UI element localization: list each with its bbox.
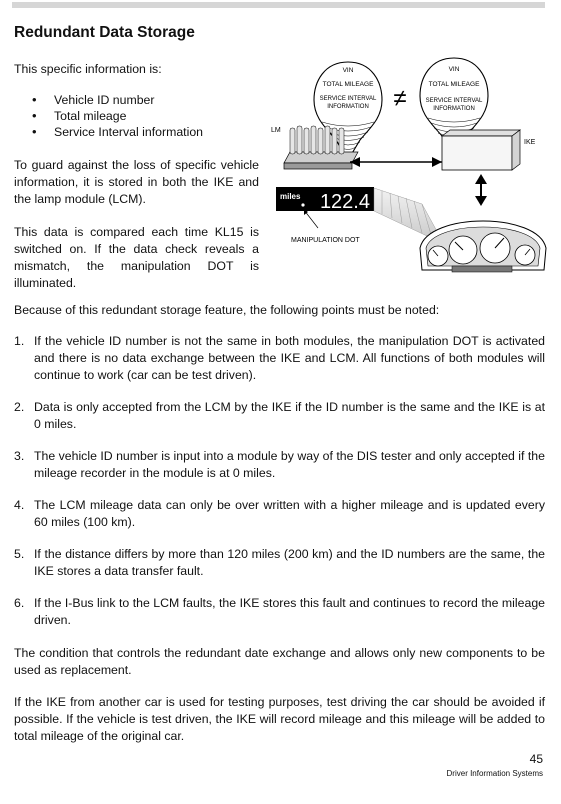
point-item (14, 448, 545, 482)
odometer-unit: miles (280, 192, 301, 201)
lcm-total-mileage-label: TOTAL MILEAGE (322, 81, 374, 88)
ike-testing-paragraph: If the IKE from another car is used for testing purposes, test driving the car should be avoided if possible. If the vehicle is test driven, the IKE will record mileage and this mileage will be added to total mileage of the original car. (14, 695, 545, 743)
point-text: Data is only accepted from the LCM by the IKE if the ID number is the same and the IKE is at 0 miles. (34, 400, 545, 431)
odometer-display (276, 187, 374, 213)
lcm-data-balloon (314, 62, 382, 160)
point-number: 6. (14, 596, 25, 610)
point-item (14, 333, 545, 384)
ike-total-mileage-label: TOTAL MILEAGE (428, 81, 480, 88)
link-arrow-right-icon (432, 157, 442, 167)
intro-text: This specific information is: (14, 62, 162, 76)
ike-label: IKE (524, 139, 536, 146)
arrow-down-icon (475, 196, 487, 206)
point-item (14, 399, 545, 433)
point-text: If the distance differs by more than 120 miles (200 km) and the ID numbers are the same, the IKE stores a data transfer fault. (34, 547, 545, 578)
manipulation-dot-label: MANIPULATION DOT (291, 237, 360, 244)
point-number: 5. (14, 547, 25, 561)
not-equal-icon: ≠ (393, 85, 407, 112)
point-number: 3. (14, 449, 25, 463)
ike-service-interval-label: SERVICE INTERVAL (425, 98, 483, 104)
info-bullet-list (26, 92, 203, 140)
bullet-item: • Total mileage (26, 108, 203, 124)
condition-paragraph: The condition that controls the redundant date exchange and allows only new components to be used as replacement. (14, 646, 545, 677)
page-number: 45 (529, 752, 543, 766)
point-text: The vehicle ID number is input into a module by way of the DIS tester and only accepted if the mileage recorder in the module is at 0 miles. (34, 449, 545, 480)
point-text: If the vehicle ID number is not the same in both modules, the manipulation DOT is activated and there is no data exchange between the IKE and LCM. All functions of both modules will continue to work (car can be test driven). (34, 334, 545, 382)
compare-paragraph: This data is compared each time KL15 is switched on. If the data check reveals a mismatch, the manipulation DOT is illuminated. (14, 225, 259, 290)
because-paragraph: Because of this redundant storage feature, the following points must be noted: (14, 303, 440, 317)
point-text: The LCM mileage data can only be over written with a higher mileage and is updated every 60 miles (100 km). (34, 498, 545, 529)
lcm-vin-label: VIN (342, 67, 354, 74)
point-item (14, 546, 545, 580)
lcm-information-label: INFORMATION (327, 104, 369, 110)
page-title: Redundant Data Storage (14, 24, 195, 41)
point-item (14, 497, 545, 531)
ike-information-label: INFORMATION (433, 106, 475, 112)
lcm-service-interval-label: SERVICE INTERVAL (319, 96, 377, 102)
point-number: 2. (14, 400, 25, 414)
bullet-item: • Service Interval information (26, 124, 203, 140)
points-list (14, 333, 545, 644)
point-number: 4. (14, 498, 25, 512)
odometer-value: 122.4 (319, 191, 370, 213)
lm-label: LM (271, 127, 281, 134)
footer-section-title: Driver Information Systems (446, 769, 543, 778)
ike-vin-label: VIN (448, 66, 460, 73)
manipulation-dot-indicator (301, 203, 304, 206)
bullet-item: • Vehicle ID number (26, 92, 203, 108)
point-item (14, 595, 545, 629)
guard-paragraph: To guard against the loss of specific vehicle information, it is stored in both the IKE and the lamp module (LCM). (14, 158, 259, 206)
ike-module-illustration (442, 130, 536, 170)
redundant-storage-diagram (262, 48, 552, 296)
point-text: If the I-Bus link to the LCM faults, the IKE stores this fault and continues to record the mileage driven. (34, 596, 545, 627)
top-rule (12, 2, 545, 8)
arrow-up-icon (475, 174, 487, 184)
point-number: 1. (14, 334, 25, 348)
instrument-cluster-illustration (420, 221, 546, 272)
